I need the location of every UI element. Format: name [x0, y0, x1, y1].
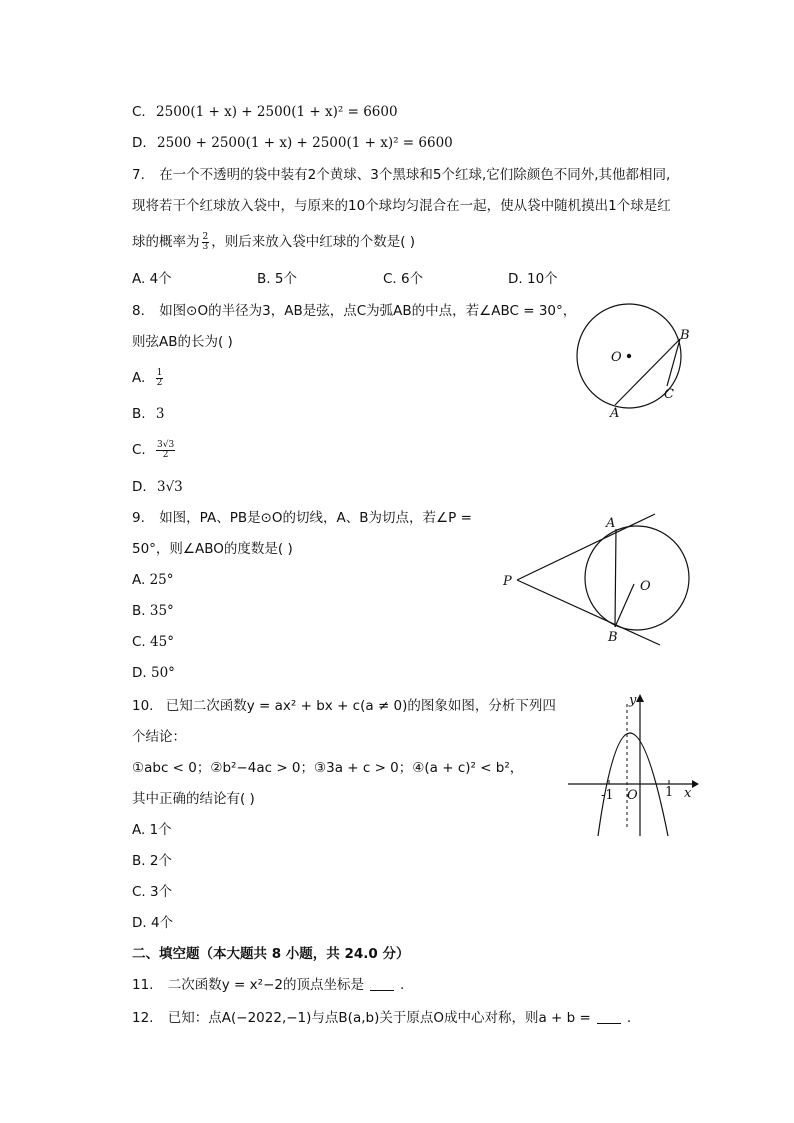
option-expression: 2500(1 + x) + 2500(1 + x)² = 6600: [156, 104, 398, 120]
q7-option-d: [508, 269, 558, 289]
label-c: C: [664, 387, 674, 402]
q7-line3: [132, 232, 415, 252]
option-label: B.: [132, 603, 146, 619]
question-number: 9.: [132, 510, 145, 526]
q9-line1: [132, 508, 472, 528]
q10-line2: 个结论：: [132, 729, 186, 745]
q7-option-a: [132, 269, 172, 289]
q6-option-c: [132, 102, 398, 122]
option-text: 3: [155, 406, 165, 422]
center-dot: [627, 354, 631, 358]
q9-option-c: [132, 632, 174, 652]
question-text: 球的概率为: [132, 234, 200, 250]
q8-line2: 则弦AB的长为( ): [132, 334, 233, 350]
option-text: 45°: [150, 634, 174, 650]
q12: [132, 1008, 631, 1028]
option-text: 10个: [526, 271, 558, 287]
fraction-denominator: 3: [202, 241, 209, 252]
label-a: A: [610, 406, 620, 421]
x-axis-arrow-icon: [692, 780, 699, 788]
label-b: B: [680, 328, 690, 343]
q7-option-b: [257, 269, 297, 289]
question-number: 7.: [132, 167, 145, 183]
q10-option-a: [132, 820, 172, 840]
question-number: 11.: [132, 977, 154, 993]
label-neg1: -1: [601, 788, 614, 803]
answer-blank[interactable]: [370, 976, 394, 991]
option-label: A.: [132, 822, 146, 838]
option-text: 25°: [149, 572, 174, 588]
option-label: C.: [132, 104, 146, 120]
fraction-numerator: 1: [156, 367, 163, 378]
question-text: 如图⊙O的半径为3，AB是弦，点C为弧AB的中点，若∠ABC = 30°，: [159, 303, 577, 319]
option-text: 50°: [150, 665, 175, 681]
label-b: B: [608, 630, 618, 645]
fraction: [156, 441, 175, 460]
option-label: A.: [132, 370, 146, 386]
q9-option-d: [132, 663, 175, 683]
q7-line2: 现将若干个红球放入袋中，与原来的10个球均匀混合在一起，使从袋中随机摸出1个球是红: [132, 198, 671, 214]
option-expression: 2500 + 2500(1 + x) + 2500(1 + x)² = 6600: [156, 135, 453, 151]
label-x: x: [684, 786, 692, 801]
label-p: P: [503, 574, 512, 589]
q8-line1: [132, 301, 576, 321]
q10-line4: 其中正确的结论有( ): [132, 791, 255, 807]
q8-option-c: [132, 440, 177, 460]
option-label: C.: [383, 271, 397, 287]
option-label: C.: [132, 442, 146, 458]
q9-line2: 50°，则∠ABO的度数是( ): [132, 541, 293, 557]
option-label: D.: [132, 479, 147, 495]
option-label: B.: [257, 271, 271, 287]
q10-parabola-figure: [565, 690, 700, 840]
option-label: A.: [132, 271, 146, 287]
label-1: 1: [665, 785, 674, 800]
option-text: 3√3: [156, 479, 183, 495]
q8-option-a: [132, 368, 165, 388]
q7-option-c: [383, 269, 423, 289]
option-label: D.: [132, 665, 147, 681]
q10-option-b: [132, 851, 172, 871]
y-axis-arrow-icon: [636, 694, 644, 702]
q6-option-d: [132, 133, 453, 153]
q8-circle-figure: [570, 300, 700, 430]
q9-option-b: [132, 601, 174, 621]
q10-line1: [132, 696, 556, 716]
question-text: 如图，PA、PB是⊙O的切线，A、B为切点，若∠P =: [159, 510, 472, 526]
option-label: C.: [132, 884, 146, 900]
tangent-pb: [517, 580, 660, 645]
fraction-denominator: 2: [156, 377, 163, 388]
q10-line3: ①abc < 0；②b²−4ac > 0；③3a + c > 0；④(a + c)² < b²，: [132, 760, 524, 776]
question-text: .: [399, 977, 405, 993]
fraction-numerator: 3√3: [157, 439, 175, 450]
q7-line1: [132, 165, 670, 185]
q9-option-a: [132, 570, 174, 590]
question-number: 12.: [132, 1010, 154, 1026]
option-text: 1个: [149, 822, 172, 838]
label-o: O: [611, 350, 622, 365]
question-text: 已知：点A(−2022,−1)与点B(a,b)关于原点O成中心对称，则a + b =: [167, 1010, 591, 1026]
option-label: C.: [132, 634, 146, 650]
q8-option-b: [132, 404, 164, 424]
chord-ab: [615, 529, 616, 627]
option-text: 4个: [150, 915, 174, 931]
option-label: D.: [132, 135, 147, 151]
option-label: B.: [132, 406, 146, 422]
option-text: 5个: [274, 271, 297, 287]
answer-blank[interactable]: [597, 1009, 621, 1024]
question-number: 8.: [132, 303, 145, 319]
q10-option-c: [132, 882, 172, 902]
question-text: .: [626, 1010, 632, 1026]
label-a: A: [606, 516, 616, 531]
question-number: 10.: [132, 698, 154, 714]
option-label: D.: [508, 271, 523, 287]
section2-title: 二、填空题（本大题共 8 小题，共 24.0 分）: [132, 946, 410, 962]
question-text: ，则后来放入袋中红球的个数是( ): [211, 234, 416, 250]
fraction-denominator: 2: [162, 449, 169, 460]
question-text: 在一个不透明的袋中装有2个黄球、3个黑球和5个红球,它们除颜色不同外,其他都相同,: [159, 167, 671, 183]
q10-option-d: [132, 913, 173, 933]
option-text: 4个: [149, 271, 172, 287]
option-label: A.: [132, 572, 146, 588]
option-text: 35°: [149, 603, 174, 619]
q11: [132, 975, 404, 995]
label-y: y: [629, 693, 637, 708]
radius-ob: [615, 584, 634, 627]
fraction-numerator: 2: [202, 231, 209, 242]
option-label: B.: [132, 853, 146, 869]
option-text: 6个: [401, 271, 424, 287]
label-o: O: [627, 788, 638, 803]
option-text: 2个: [149, 853, 172, 869]
circle-o: [585, 526, 689, 630]
option-label: D.: [132, 915, 147, 931]
option-text: 3个: [150, 884, 173, 900]
q9-tangent-figure: [500, 508, 670, 653]
label-o: O: [640, 579, 651, 594]
question-text: 已知二次函数y = ax² + bx + c(a ≠ 0)的图象如图，分析下列四: [165, 698, 556, 714]
fraction: [202, 233, 210, 252]
fraction: [156, 369, 164, 388]
question-text: 二次函数y = x²−2的顶点坐标是: [167, 977, 364, 993]
q8-option-d: [132, 477, 183, 497]
